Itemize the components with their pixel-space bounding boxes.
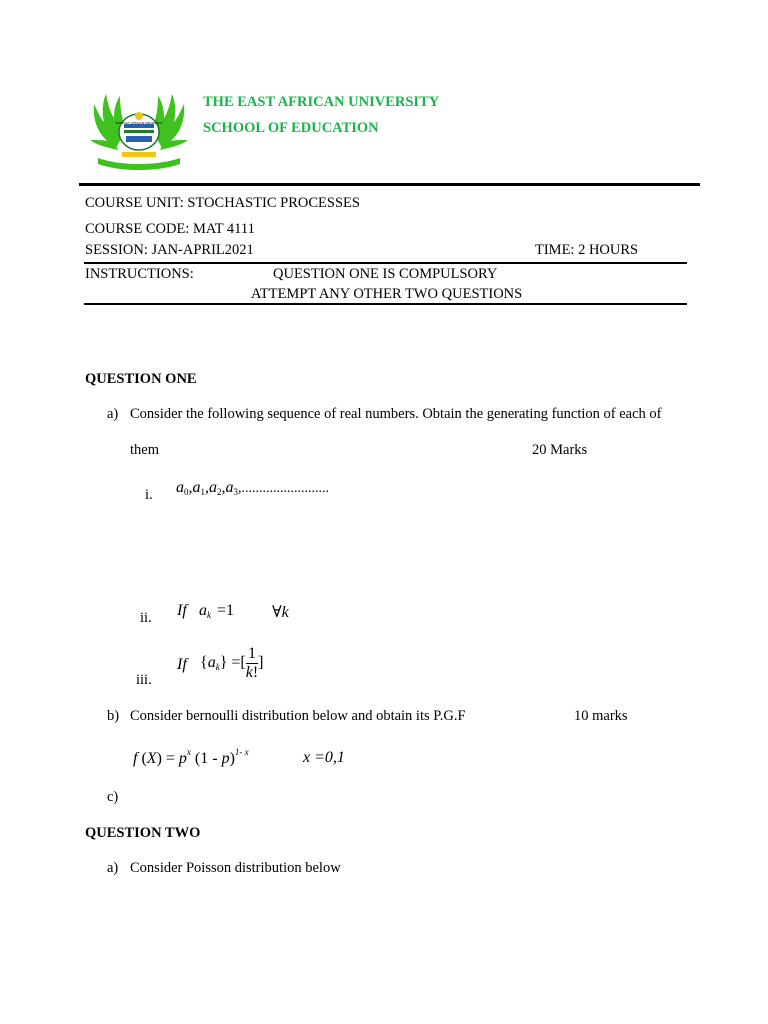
q1a-text-line2: them: [130, 442, 159, 458]
university-crest-icon: [84, 90, 194, 172]
course-code: COURSE CODE: MAT 4111: [85, 221, 255, 237]
q1b-label: b): [107, 708, 120, 724]
exam-time: TIME: 2 HOURS: [535, 242, 639, 258]
q1a-label: a): [107, 406, 119, 422]
q1b-text: Consider bernoulli distribution below and obtain its P.G.F: [130, 708, 466, 724]
session: SESSION: JAN-APRIL2021: [85, 242, 254, 258]
instructions-top-rule: [84, 262, 687, 264]
q1b-domain: x =0,1: [303, 749, 345, 766]
q1b-bernoulli-formula: f $(X) = p^x$ (1 - p)$^{1- x}$: [133, 747, 249, 767]
school-name: SCHOOL OF EDUCATION: [203, 120, 379, 136]
q1a-ii-rhs: =1: [217, 602, 235, 619]
q1a-i-sequence: $a_0,a_1,a_2,a_3$,.........................: [176, 479, 329, 497]
q2a-label: a): [107, 860, 119, 876]
q1a-ii-label: ii.: [140, 610, 152, 626]
q1a-text-line1: Consider the following sequence of real numbers. Obtain the generating function of each of: [130, 406, 662, 422]
q2a-text: Consider Poisson distribution below: [130, 860, 341, 876]
instruction-compulsory: QUESTION ONE IS COMPULSORY: [273, 266, 498, 282]
q1a-ii-if: If: [177, 602, 187, 619]
svg-text:THE EAST AFRICAN UNIVERSITY: THE EAST AFRICAN UNIVERSITY: [115, 121, 163, 125]
q1a-ii-forall: ∀k: [272, 604, 289, 621]
q1a-ii-term: $a_k$: [199, 602, 211, 620]
instructions-label: INSTRUCTIONS:: [85, 266, 194, 282]
q1a-i-label: i.: [145, 487, 153, 503]
question-two-heading: QUESTION TWO: [85, 825, 201, 841]
instructions-bottom-rule: [84, 303, 687, 305]
q1b-marks: 10 marks: [574, 708, 628, 724]
question-one-heading: QUESTION ONE: [85, 371, 197, 387]
header-divider: [79, 183, 700, 186]
q1a-iii-if: If: [177, 656, 187, 673]
q1a-marks: 20 Marks: [532, 442, 588, 458]
q1a-i-dots: ,.........................: [238, 481, 329, 496]
course-unit: COURSE UNIT: STOCHASTIC PROCESSES: [85, 195, 360, 211]
q1a-iii-label: iii.: [136, 672, 152, 688]
q1a-iii-expression: $\{a_k\}$ =[ $\frac{1}{k!}$ ]: [200, 645, 264, 681]
instruction-attempt: ATTEMPT ANY OTHER TWO QUESTIONS: [251, 286, 523, 302]
q1c-label: c): [107, 789, 119, 805]
university-name: THE EAST AFRICAN UNIVERSITY: [203, 94, 440, 110]
